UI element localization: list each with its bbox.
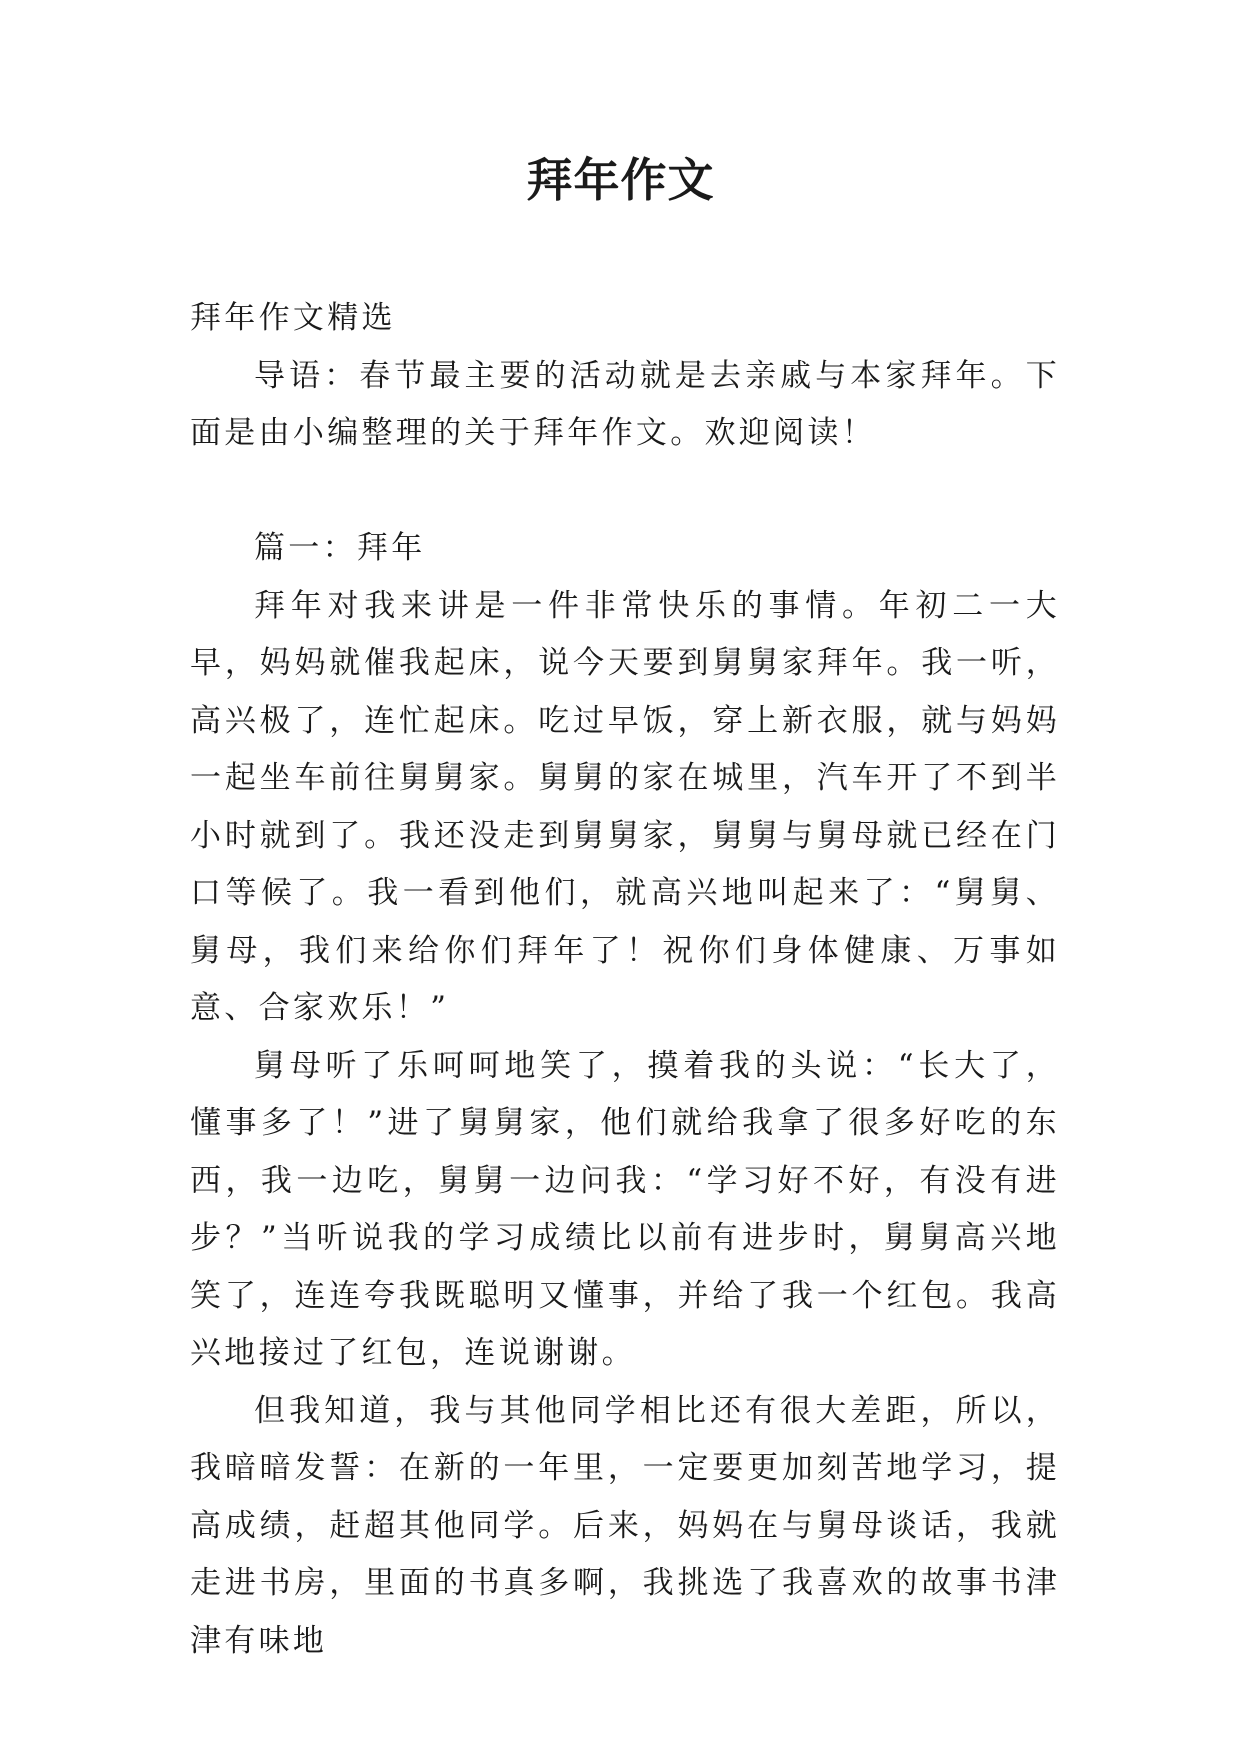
document-subtitle: 拜年作文精选 [190, 300, 396, 336]
section-heading: 篇一：拜年 [254, 530, 426, 566]
intro-paragraph: 导语：春节最主要的活动就是去亲戚与本家拜年。下面是由小编整理的关于拜年作文。欢迎阅读！ [190, 357, 1060, 451]
body-paragraph: 但我知道，我与其他同学相比还有很大差距，所以，我暗暗发誓：在新的一年里，一定要更加刻苦地学习，提高成绩，赶超其他同学。后来，妈妈在与舅母谈话，我就走进书房，里面的书真多啊，我挑选了我喜欢的故事书津津有味地 [190, 1392, 1060, 1659]
blank-line [190, 463, 1060, 521]
body-paragraph: 舅母听了乐呵呵地笑了，摸着我的头说：“长大了，懂事多了！”进了舅舅家，他们就给我拿了很多好吃的东西，我一边吃，舅舅一边问我：“学习好不好，有没有进步？”当听说我的学习成绩比以前有进步时，舅舅高兴地笑了，连连夸我既聪明又懂事，并给了我一个红包。我高兴地接过了红包，连说谢谢。 [190, 1047, 1060, 1371]
document-title: 拜年作文 [526, 153, 715, 207]
document-body [190, 290, 1060, 1670]
body-paragraph: 拜年对我来讲是一件非常快乐的事情。年初二一大早，妈妈就催我起床，说今天要到舅舅家拜年。我一听，高兴极了，连忙起床。吃过早饭，穿上新衣服，就与妈妈一起坐车前往舅舅家。舅舅的家在城里，汽车开了不到半小时就到了。我还没走到舅舅家，舅舅与舅母就已经在门口等候了。我一看到他们，就高兴地叫起来了：“舅舅、舅母，我们来给你们拜年了！祝你们身体健康、万事如意、合家欢乐！” [190, 587, 1060, 1026]
